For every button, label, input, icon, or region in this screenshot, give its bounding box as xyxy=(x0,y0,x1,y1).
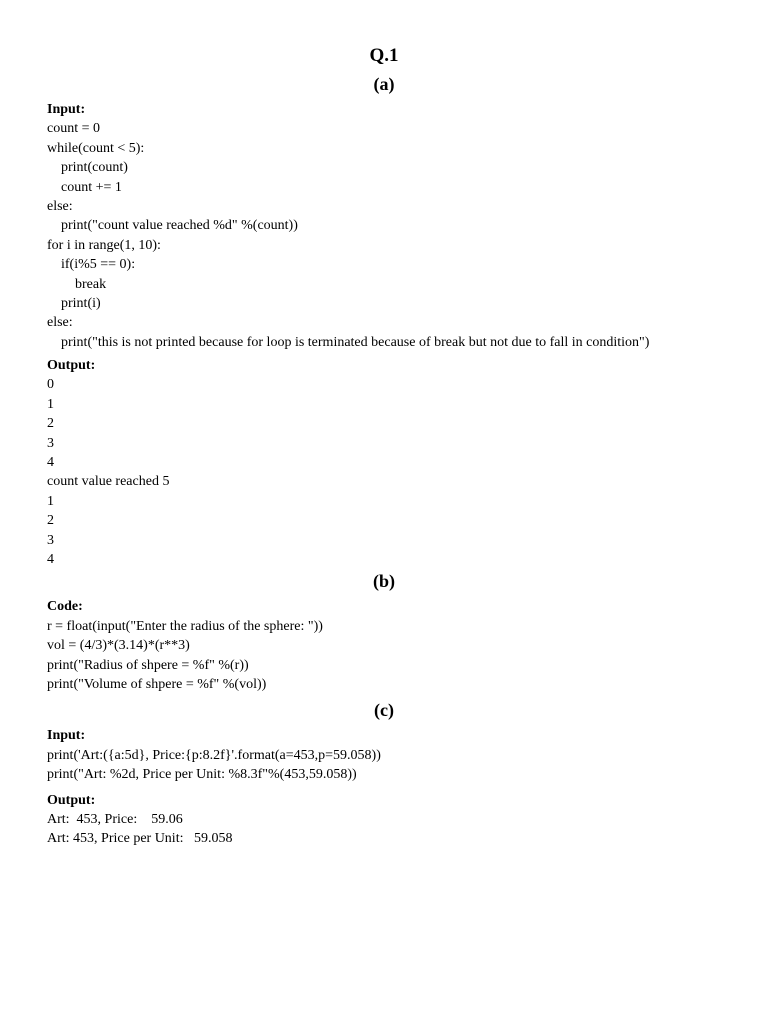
section-b-code xyxy=(47,617,737,695)
section-c-input-label: Input: xyxy=(47,728,86,744)
code-line: break xyxy=(47,276,107,292)
section-a-output-label: Output: xyxy=(47,358,96,374)
code-line: while(count < 5): xyxy=(47,140,145,156)
section-a-output xyxy=(47,375,737,569)
section-b-heading: (b) xyxy=(373,571,395,592)
section-b-code-label: Code: xyxy=(47,599,83,615)
section-a-code xyxy=(47,119,737,352)
section-c-output xyxy=(47,810,737,849)
code-line: if(i%5 == 0): xyxy=(47,257,136,273)
output-line: Art: 453, Price per Unit: 59.058 xyxy=(47,831,233,847)
output-line: count value reached 5 xyxy=(47,474,170,490)
code-line: count += 1 xyxy=(47,179,122,195)
code-line: r = float(input("Enter the radius of the sphere: ")) xyxy=(47,618,323,634)
output-line: 4 xyxy=(47,455,54,471)
code-line: print("count value reached %d" %(count)) xyxy=(47,218,298,234)
document-page xyxy=(47,44,737,849)
code-line: count = 0 xyxy=(47,121,100,137)
output-line: 2 xyxy=(47,513,54,529)
output-line: 3 xyxy=(47,532,54,548)
output-line: 2 xyxy=(47,416,54,432)
output-line: 1 xyxy=(47,493,54,509)
output-line: 3 xyxy=(47,435,54,451)
code-line: vol = (4/3)*(3.14)*(r**3) xyxy=(47,638,190,654)
output-line: 1 xyxy=(47,396,54,412)
code-line: print("this is not printed because for loop is terminated because of break but not due to fall in condition") xyxy=(47,334,650,350)
code-line: print("Art: %2d, Price per Unit: %8.3f"%(453,59.058)) xyxy=(47,767,357,783)
code-line: else: xyxy=(47,315,73,331)
section-a-input-label: Input: xyxy=(47,102,86,117)
code-line: print("Volume of shpere = %f" %(vol)) xyxy=(47,676,267,692)
section-c-heading: (c) xyxy=(374,700,394,721)
code-line: print(count) xyxy=(47,160,128,176)
section-c-output-label: Output: xyxy=(47,792,96,808)
code-line: else: xyxy=(47,198,73,214)
code-line: print("Radius of shpere = %f" %(r)) xyxy=(47,657,249,673)
section-c-code xyxy=(47,746,737,785)
code-line: print(i) xyxy=(47,295,101,311)
output-line: Art: 453, Price: 59.06 xyxy=(47,811,183,827)
code-line: for i in range(1, 10): xyxy=(47,237,161,253)
question-title: Q.1 xyxy=(369,45,399,66)
code-line: print('Art:({a:5d}, Price:{p:8.2f}'.format(a=453,p=59.058)) xyxy=(47,747,381,763)
output-line: 4 xyxy=(47,551,54,567)
section-a-heading: (a) xyxy=(373,74,395,94)
output-line: 0 xyxy=(47,377,54,393)
